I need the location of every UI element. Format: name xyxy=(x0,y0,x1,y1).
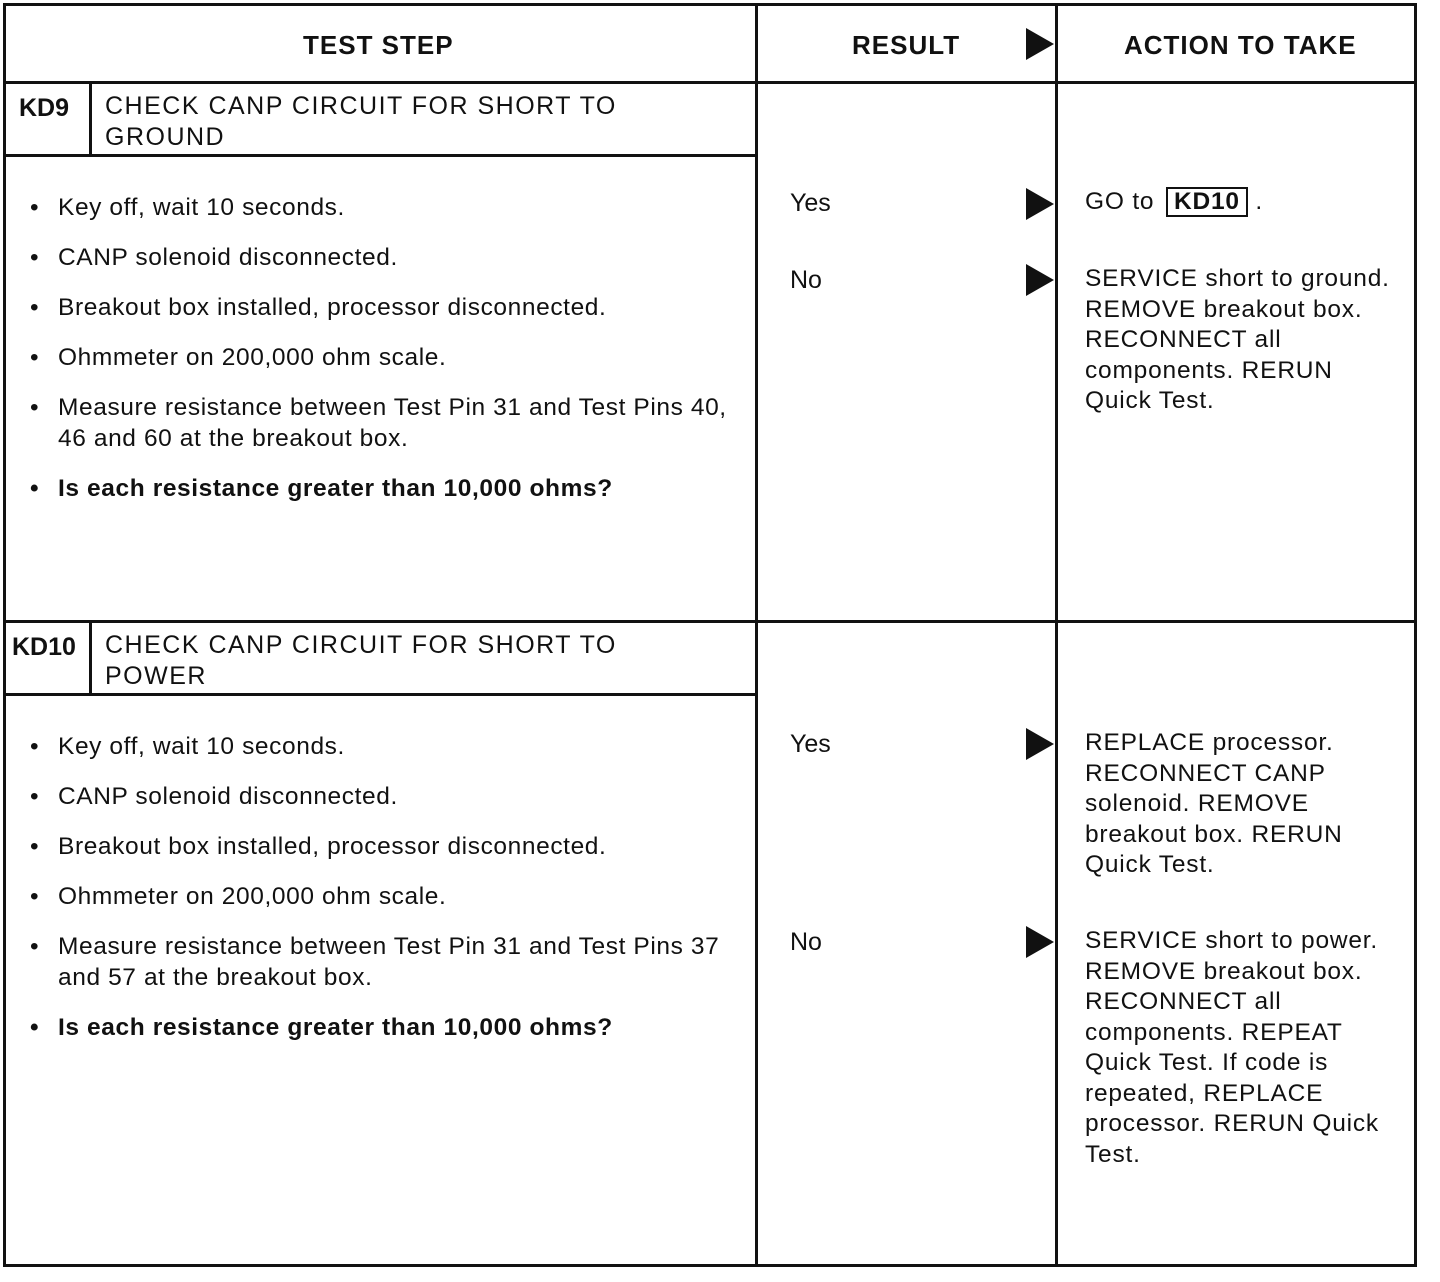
header-test-step: TEST STEP xyxy=(303,30,454,60)
kd10-action-yes: REPLACE processor. RECONNECT CANP solenoid. REMOVE breakout box. RERUN Quick Test. xyxy=(1085,729,1343,878)
kd10-no-arrow-icon xyxy=(1026,926,1054,958)
kd10-action-no: SERVICE short to power. REMOVE breakout box. RECONNECT all components. REPEAT Quick Test. If code is repeated, REPLACE processor. RERUN Quick Test. xyxy=(1085,927,1379,1168)
list-item: • Breakout box installed, processor disconnected. xyxy=(30,292,730,323)
kd10-result-yes: Yes xyxy=(790,730,831,758)
step-code-kd10: KD10 xyxy=(12,633,76,661)
kd10-step-list xyxy=(30,731,730,1062)
list-item: • Key off, wait 10 seconds. xyxy=(30,192,730,223)
list-item: • Measure resistance between Test Pin 31 and Test Pins 37 and 57 at the breakout box. xyxy=(30,931,730,993)
list-item: • CANP solenoid disconnected. xyxy=(30,781,730,812)
list-item: • Breakout box installed, processor disconnected. xyxy=(30,831,730,862)
kd9-action-yes-prefix: GO to xyxy=(1085,188,1155,215)
kd10-title-divider xyxy=(3,693,758,696)
kd9-action-yes xyxy=(1085,187,1395,218)
list-item: • Ohmmeter on 200,000 ohm scale. xyxy=(30,881,730,912)
kd9-code-divider xyxy=(89,81,92,157)
step-title-kd9: CHECK CANP CIRCUIT FOR SHORT TO GROUND xyxy=(105,92,617,151)
list-item-question: • Is each resistance greater than 10,000 ohms? xyxy=(30,473,730,504)
kd9-title-divider xyxy=(3,154,758,157)
header-arrow-icon xyxy=(1026,28,1054,60)
row-divider xyxy=(3,620,1417,623)
step-code-kd9: KD9 xyxy=(19,94,70,122)
kd9-step-list xyxy=(30,192,730,523)
kd9-action-yes-suffix: . xyxy=(1255,188,1264,215)
header-divider xyxy=(3,81,1417,84)
kd9-no-arrow-icon xyxy=(1026,264,1054,296)
kd10-code-divider xyxy=(89,620,92,696)
kd10-result-no: No xyxy=(790,928,822,956)
header-action: ACTION TO TAKE xyxy=(1124,30,1357,60)
list-item: • CANP solenoid disconnected. xyxy=(30,242,730,273)
list-item: • Ohmmeter on 200,000 ohm scale. xyxy=(30,342,730,373)
kd9-result-yes: Yes xyxy=(790,189,831,217)
header-result: RESULT xyxy=(852,30,961,60)
kd9-action-no: SERVICE short to ground. REMOVE breakout box. RECONNECT all components. RERUN Quick Test. xyxy=(1085,265,1390,414)
kd9-result-no: No xyxy=(790,266,822,294)
kd10-reference[interactable]: KD10 xyxy=(1166,187,1248,217)
kd9-yes-arrow-icon xyxy=(1026,188,1054,220)
kd10-yes-arrow-icon xyxy=(1026,728,1054,760)
list-item: • Key off, wait 10 seconds. xyxy=(30,731,730,762)
list-item-question: • Is each resistance greater than 10,000 ohms? xyxy=(30,1012,730,1043)
column-divider-result xyxy=(755,3,758,1267)
list-item: • Measure resistance between Test Pin 31 and Test Pins 40, 46 and 60 at the breakout box. xyxy=(30,392,730,454)
step-title-kd10: CHECK CANP CIRCUIT FOR SHORT TO POWER xyxy=(105,631,617,690)
column-divider-action xyxy=(1055,3,1058,1267)
